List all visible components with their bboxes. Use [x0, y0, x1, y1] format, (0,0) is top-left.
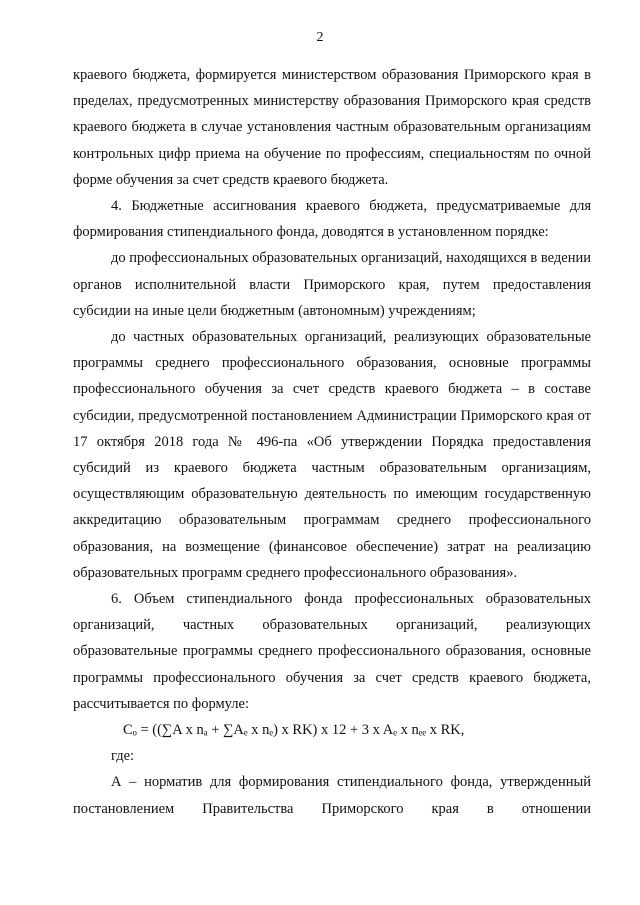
paragraph-item-6: 6. Объем стипендиального фонда профессиональных образовательных организаций, частных образовательных организаций, реализующих образовательные программы среднего профессионального образования, основные программы профессионального обучения за счет средств краевого бюджета, рассчитывается по формуле: [73, 591, 591, 712]
paragraph-private-organizations: до частных образовательных организаций, реализующих образовательные программы среднего профессионального образования, основные программы профессионального обучения за счет средств краевого бюджета – в составе субсидии, предусмотренной постановлением Администрации Приморского края от 17 октября 2018 года № 496-па «Об утверждении Порядка предоставления субсидий из краевого бюджета частным образовательным организациям, осуществляющим образовательную деятельность по имеющим государственную аккредитацию образовательным программам среднего профессионального образования, на возмещение (финансовое обеспечение) затрат на реализацию образовательных программ среднего профессионального образования». [73, 329, 591, 581]
paragraph-item-4: 4. Бюджетные ассигнования краевого бюджета, предусматриваемые для формирования стипендиального фонда, доводятся в установленном порядке: [73, 198, 591, 241]
paragraph-professional-organizations: до профессиональных образовательных организаций, находящихся в ведении органов исполнительной власти Приморского края, путем предоставления субсидии на иные цели бюджетным (автономным) учреждениям; [73, 250, 591, 319]
page-number: 2 [316, 30, 324, 45]
document-body [73, 62, 591, 822]
formula: Cₒ = ((∑A x nₐ + ∑Aₑ x nₑ) x RK) x 12 + 3 x Aₑ x nₑₑ x RK, [123, 722, 465, 739]
paragraph-budget-formation: краевого бюджета, формируется министерством образования Приморского края в пределах, предусмотренных министерству образования Приморского края средств краевого бюджета в случае установления частным образовательным организациям контрольных цифр приема на обучение по профессиям, специальностям по очной форме обучения за счет средств краевого бюджета. [73, 67, 591, 188]
paragraph-normative-a: А – норматив для формирования стипендиального фонда, утвержденный постановлением Правительства Приморского края в отношении [73, 774, 591, 817]
formula-where-label: где: [111, 748, 135, 765]
